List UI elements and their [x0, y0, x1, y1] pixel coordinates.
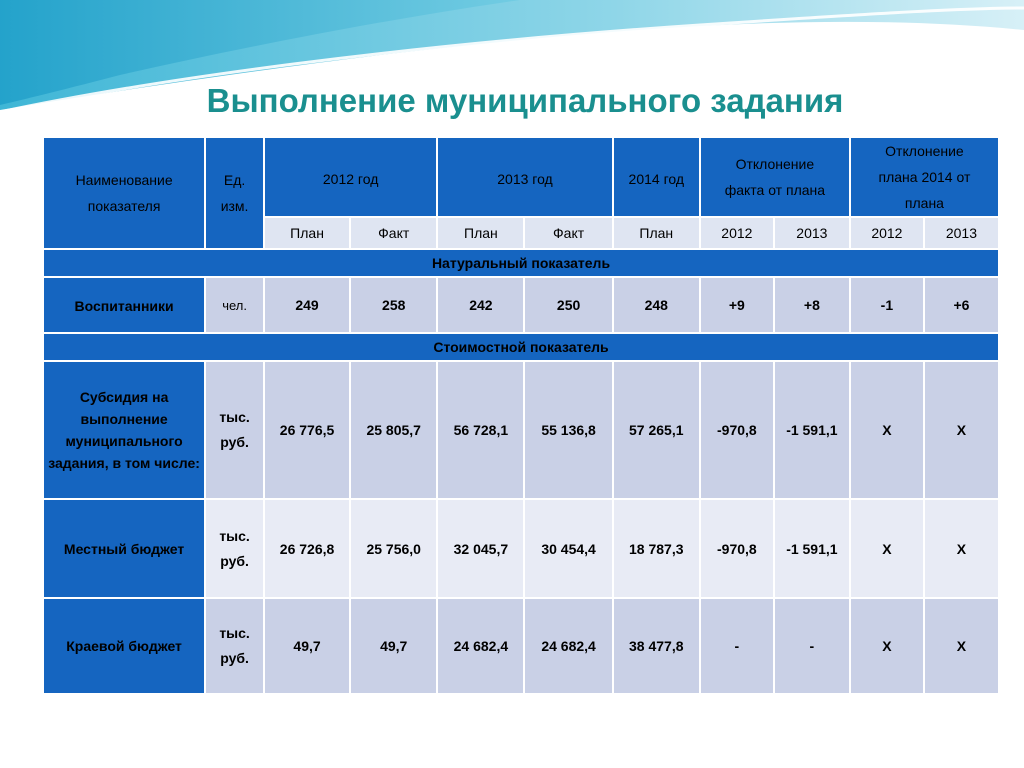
cell: 26 776,5	[264, 361, 350, 499]
cell: Х	[850, 361, 924, 499]
header-plan: План	[613, 217, 700, 249]
header-2012: 2012 год	[264, 137, 437, 217]
header-2014: 2014 год	[613, 137, 700, 217]
cell: -1	[850, 277, 924, 333]
row-unit: тыс. руб.	[205, 598, 264, 694]
cell: 248	[613, 277, 700, 333]
cell: 49,7	[264, 598, 350, 694]
table-row	[43, 361, 999, 499]
cell: 258	[350, 277, 437, 333]
cell: 249	[264, 277, 350, 333]
row-unit: чел.	[205, 277, 264, 333]
header-year-2013: 2013	[924, 217, 999, 249]
cell: +8	[774, 277, 850, 333]
header-year-2012: 2012	[700, 217, 774, 249]
cell: 24 682,4	[437, 598, 524, 694]
row-name: Краевой бюджет	[43, 598, 205, 694]
header-year-2013: 2013	[774, 217, 850, 249]
cell: 56 728,1	[437, 361, 524, 499]
header-2013: 2013 год	[437, 137, 612, 217]
cell: 30 454,4	[524, 499, 612, 598]
section-row	[43, 249, 999, 277]
cell: 25 805,7	[350, 361, 437, 499]
cell: 57 265,1	[613, 361, 700, 499]
cell: -	[700, 598, 774, 694]
page-title: Выполнение муниципального задания	[206, 82, 844, 119]
header-dev-fact: Отклонение факта от плана	[700, 137, 850, 217]
cell: Х	[924, 598, 999, 694]
cell: -970,8	[700, 361, 774, 499]
table-row	[43, 277, 999, 333]
row-name: Воспитанники	[43, 277, 205, 333]
performance-table	[42, 136, 1000, 695]
cell: 55 136,8	[524, 361, 612, 499]
table-row	[43, 499, 999, 598]
header-fact: Факт	[350, 217, 437, 249]
header-row-1	[43, 137, 999, 217]
cell: 250	[524, 277, 612, 333]
header-name: Наименование показателя	[43, 137, 205, 249]
cell: Х	[850, 598, 924, 694]
header-plan: План	[264, 217, 350, 249]
cell: +9	[700, 277, 774, 333]
header-fact: Факт	[524, 217, 612, 249]
cell: 18 787,3	[613, 499, 700, 598]
header-plan: План	[437, 217, 524, 249]
cell: -1 591,1	[774, 499, 850, 598]
cell: Х	[924, 499, 999, 598]
header-dev-plan2014: Отклонение плана 2014 от плана	[850, 137, 999, 217]
cell: Х	[850, 499, 924, 598]
cell: 26 726,8	[264, 499, 350, 598]
row-unit: тыс. руб.	[205, 499, 264, 598]
cell: -	[774, 598, 850, 694]
header-unit: Ед. изм.	[205, 137, 264, 249]
table-row	[43, 598, 999, 694]
cell: +6	[924, 277, 999, 333]
section-natural: Натуральный показатель	[43, 249, 999, 277]
cell: 25 756,0	[350, 499, 437, 598]
cell: 32 045,7	[437, 499, 524, 598]
cell: 49,7	[350, 598, 437, 694]
row-name: Местный бюджет	[43, 499, 205, 598]
cell: 24 682,4	[524, 598, 612, 694]
cell: -970,8	[700, 499, 774, 598]
header-year-2012: 2012	[850, 217, 924, 249]
cell: 242	[437, 277, 524, 333]
row-name: Субсидия на выполнение муниципального задания, в том числе:	[43, 361, 205, 499]
cell: Х	[924, 361, 999, 499]
section-cost: Стоимостной показатель	[43, 333, 999, 361]
cell: -1 591,1	[774, 361, 850, 499]
cell: 38 477,8	[613, 598, 700, 694]
section-row	[43, 333, 999, 361]
row-unit: тыс. руб.	[205, 361, 264, 499]
